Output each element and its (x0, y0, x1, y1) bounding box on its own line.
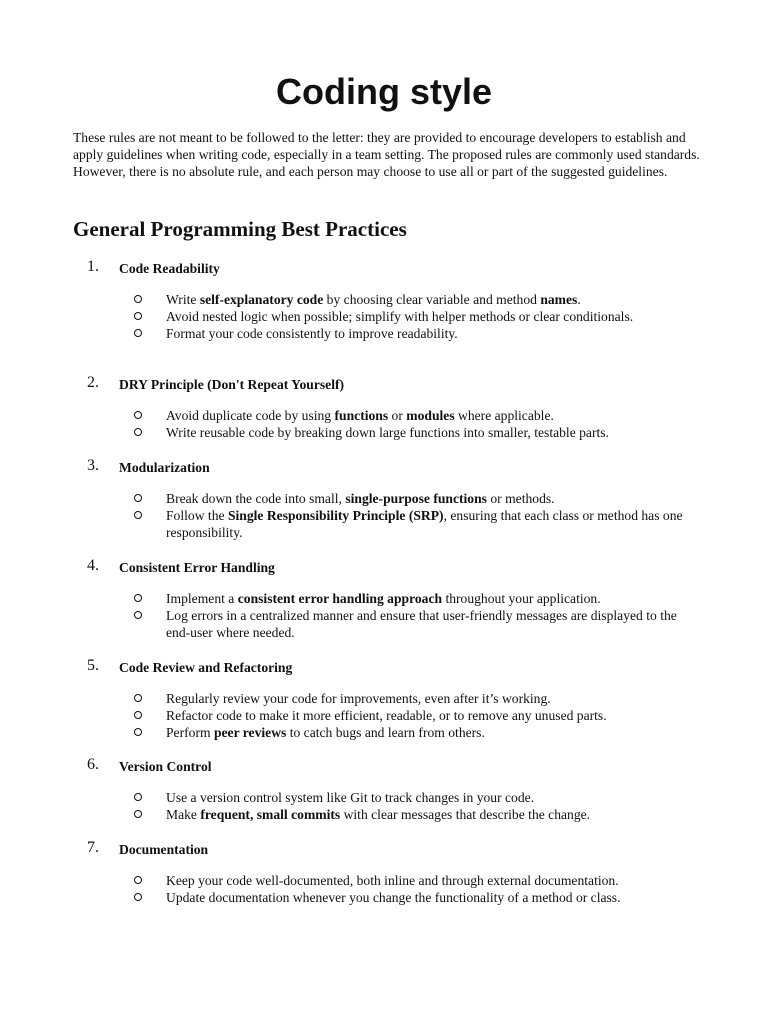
text-run: Follow the (166, 508, 228, 523)
text-run: by choosing clear variable and method (323, 292, 541, 307)
circle-bullet-icon (134, 611, 142, 619)
text-run: . (577, 292, 581, 307)
intro-paragraph: These rules are not meant to be followed to the letter: they are provided to encourage developers to establish and apply guidelines when writing code, especially in a team setting. The proposed rules are commonly used standards. However, there is no absolute rule, and each person may choose to use all or part of the suggested guidelines. (73, 130, 700, 179)
section-heading: General Programming Best Practices (73, 217, 407, 241)
bullet-item (0, 424, 768, 441)
item-number: 3. (87, 457, 99, 474)
item-title: Code Review and Refactoring (119, 660, 293, 675)
text-run: with clear messages that describe the change. (340, 807, 591, 822)
bullet-item (0, 806, 768, 823)
bullet-text (166, 291, 696, 308)
text-run: Format your code consistently to improve readability. (166, 326, 458, 341)
text-run: to catch bugs and learn from others. (286, 725, 485, 740)
item-title: Documentation (119, 842, 209, 857)
bullet-item (0, 690, 768, 707)
text-run: Implement a (166, 591, 238, 606)
text-run: Write (166, 292, 200, 307)
bullet-item (0, 789, 768, 806)
circle-bullet-icon (134, 511, 142, 519)
bullet-item (0, 291, 768, 308)
bullet-item (0, 308, 768, 325)
bullet-item (0, 707, 768, 724)
bullet-item (0, 590, 768, 607)
bullet-text (166, 789, 696, 806)
item-number: 4. (87, 557, 99, 574)
bullet-list (0, 590, 768, 641)
bullet-text (166, 424, 696, 441)
bullet-text (166, 507, 696, 541)
text-run: Regularly review your code for improvements, even after it’s working. (166, 691, 551, 706)
text-run: , ensuring that each class or method has one responsibility. (166, 508, 683, 540)
circle-bullet-icon (134, 411, 142, 419)
circle-bullet-icon (134, 810, 142, 818)
bullet-item (0, 607, 768, 641)
bold-text: single-purpose functions (345, 491, 487, 506)
text-run: Keep your code well-documented, both inline and through external documentation. (166, 873, 619, 888)
bullet-item (0, 407, 768, 424)
item-number: 2. (87, 374, 99, 391)
item-title: Version Control (119, 759, 212, 774)
bullet-list (0, 291, 768, 342)
item-title: DRY Principle (Don't Repeat Yourself) (119, 377, 345, 392)
bullet-item (0, 507, 768, 541)
page-title: Coding style (275, 71, 493, 112)
text-run: Break down the code into small, (166, 491, 346, 506)
item-number: 5. (87, 657, 99, 674)
bullet-list (0, 690, 768, 741)
bullet-text (166, 407, 696, 424)
text-run: Refactor code to make it more efficient, readable, or to remove any unused parts. (166, 708, 607, 723)
circle-bullet-icon (134, 728, 142, 736)
bullet-text (166, 308, 696, 325)
bullet-text (166, 325, 696, 342)
circle-bullet-icon (134, 711, 142, 719)
text-run: where applicable. (454, 408, 554, 423)
text-run: Use a version control system like Git to track changes in your code. (166, 790, 535, 805)
item-number: 7. (87, 839, 99, 856)
bullet-item (0, 325, 768, 342)
item-title: Consistent Error Handling (119, 560, 275, 575)
circle-bullet-icon (134, 428, 142, 436)
bullet-text (166, 889, 696, 906)
text-run: Log errors in a centralized manner and ensure that user-friendly messages are displayed to the end-user where needed. (166, 608, 677, 640)
circle-bullet-icon (134, 312, 142, 320)
bullet-item (0, 872, 768, 889)
item-title: Code Readability (119, 261, 220, 276)
item-title: Modularization (119, 460, 210, 475)
bullet-text (166, 690, 696, 707)
text-run: or (388, 408, 407, 423)
bullet-text (166, 707, 696, 724)
bullet-list (0, 872, 768, 906)
bullet-text (166, 590, 696, 607)
bold-text: names (540, 292, 578, 307)
bullet-item (0, 889, 768, 906)
circle-bullet-icon (134, 876, 142, 884)
circle-bullet-icon (134, 594, 142, 602)
circle-bullet-icon (134, 793, 142, 801)
text-run: Avoid duplicate code by using (166, 408, 335, 423)
text-run: Update documentation whenever you change the functionality of a method or class. (166, 890, 621, 905)
circle-bullet-icon (134, 494, 142, 502)
bullet-list (0, 407, 768, 441)
bold-text: consistent error handling approach (237, 591, 443, 606)
text-run: Perform (166, 725, 214, 740)
circle-bullet-icon (134, 295, 142, 303)
bullet-text (166, 724, 696, 741)
bold-text: modules (406, 408, 455, 423)
bold-text: peer reviews (213, 725, 287, 740)
text-run: Avoid nested logic when possible; simplify with helper methods or clear conditionals. (166, 309, 634, 324)
bullet-item (0, 490, 768, 507)
bold-text: self-explanatory code (199, 292, 324, 307)
bullet-item (0, 724, 768, 741)
bold-text: functions (334, 408, 389, 423)
item-number: 6. (87, 756, 99, 773)
bullet-text (166, 490, 696, 507)
item-number: 1. (87, 258, 99, 275)
bullet-text (166, 607, 696, 641)
bullet-list (0, 789, 768, 823)
circle-bullet-icon (134, 329, 142, 337)
bullet-text (166, 872, 696, 889)
circle-bullet-icon (134, 694, 142, 702)
text-run: or methods. (486, 491, 555, 506)
bold-text: frequent, small commits (200, 807, 341, 822)
text-run: Write reusable code by breaking down large functions into smaller, testable parts. (166, 425, 609, 440)
text-run: Make (166, 807, 201, 822)
bullet-list (0, 490, 768, 541)
circle-bullet-icon (134, 893, 142, 901)
text-run: throughout your application. (442, 591, 601, 606)
bold-text: Single Responsibility Principle (SRP) (227, 508, 444, 523)
bullet-text (166, 806, 696, 823)
